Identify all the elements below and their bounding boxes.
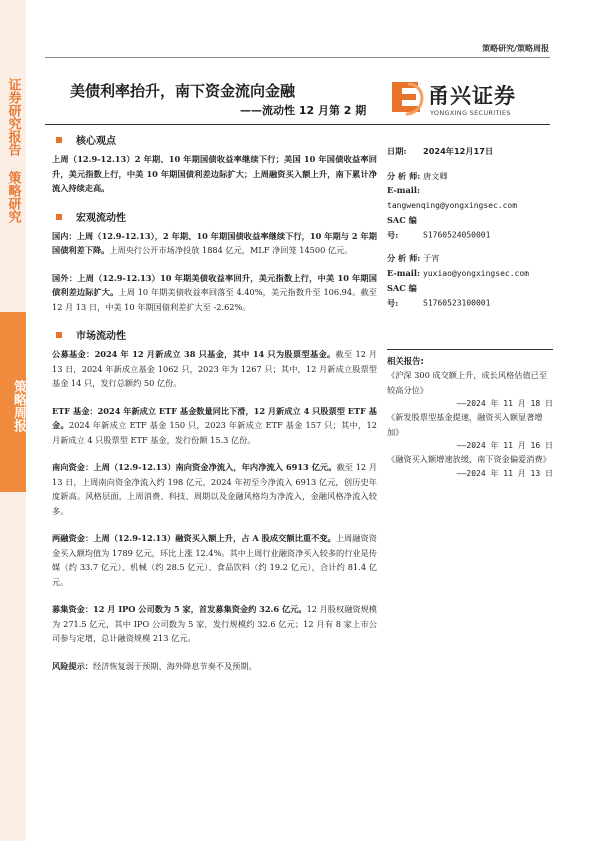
margin-detail: 上周融资资金买入额均值为 1789 亿元，环比上涨 12.4%。其中上周行业融资净买入较多的行业是传媒（约 33.7 亿元）、机械（约 28.5 亿元）、食品饮料（约 19.2 亿元），合计约 81.4 亿元。 [52, 533, 377, 587]
date-label: 日期: [387, 146, 407, 156]
section-macro [52, 209, 377, 229]
analyst2-row [387, 251, 553, 266]
etf-paragraph [52, 404, 377, 448]
fund-summary: 公募基金：2024 年 12 月新成立 38 只基金，其中 14 只为股票型基金。 [52, 349, 336, 359]
related-item-title[interactable]: 《沪深 300 成交额上升，成长风格估值已至较高分位》 [387, 370, 548, 395]
southbound-paragraph [52, 460, 377, 518]
related-reports [387, 349, 553, 480]
sidebar-band-label: 策略周报 [11, 380, 26, 432]
related-item-title[interactable]: 《融资买入额增速放缓，南下资金偏爱消费》 [387, 454, 551, 464]
header-divider [45, 57, 550, 58]
analyst2-sac: S1760523100001 [423, 298, 491, 308]
section-core [52, 132, 377, 152]
analyst1-sac: S1760524050001 [423, 230, 491, 240]
report-title: 美债利率抬升，南下资金流向金融 [70, 82, 296, 100]
domestic-detail: 上周央行公开市场净投放 1884 亿元，MLF 净回笼 14500 亿元。 [109, 245, 353, 255]
foreign-detail: 上周 10 年期美债收益率回落至 4.40%，美元指数升至 106.94。截至 12 月 13 日，中美 10 年期国债利差扩大至 -2.62%。 [52, 287, 377, 312]
company-logo [388, 78, 558, 124]
logo-english-name: YONGXING SECURITIES [430, 109, 511, 117]
analyst-label: 分 析 师: [387, 170, 421, 181]
related-item-date: ——2024 年 11 月 16 日 [456, 441, 553, 450]
fund-paragraph [52, 347, 377, 391]
analyst1-name: 唐文卿 [423, 170, 448, 181]
etf-summary: ETF 基金：2024 年新成立 ETF 基金数量同比下滑，12 月新成立 4 只股票型 ETF 基金。 [52, 405, 377, 430]
logo-name: 甬兴证券 [428, 84, 516, 108]
raise-detail: 12 月股权融资规模为 271.5 亿元，其中 IPO 公司数为 5 家，发行规模约 32.6 亿元；12 月有 8 家上市公司参与定增，总计融资规模 213 亿元。 [52, 604, 377, 643]
email-label: E-mail: [387, 267, 421, 278]
square-bullet-icon [56, 332, 62, 338]
analyst1-row [387, 169, 553, 184]
analyst2-email[interactable]: yuxiao@yongxingsec.com [423, 268, 529, 278]
fund-detail: 截至 12 月 13 日，2024 年新成立基金 1062 只，2023 年为 1267 只；其中，12 月新成立股票型基金 14 只，发行总额约 50 亿份。 [52, 349, 377, 388]
analyst1-sac-row [387, 213, 553, 243]
domestic-summary: 国内：上周（12.9-12.13），2 年期、10 年期国债收益率继续下行，10 年期与 2 年期国债利差下降。 [52, 230, 377, 255]
analyst-info [387, 144, 553, 311]
title-divider [45, 124, 550, 125]
core-text: 上周（12.9-12.13）2 年期、10 年期国债收益率继续下行；美国 10 年国债收益率回升，美元指数上行，中美 10 年期国债利差边际扩大；上周融资买入额上升，南下累计净流入持续走高。 [52, 154, 377, 193]
analyst2-email-row [387, 266, 553, 282]
related-item-date: ——2024 年 11 月 13 日 [456, 468, 553, 478]
core-paragraph [52, 152, 377, 196]
analyst1-email-row [387, 183, 553, 213]
risk-detail: 经济恢复弱于预期、海外降息节奏不及预期。 [92, 660, 257, 671]
main-content [52, 132, 377, 673]
raise-paragraph [52, 602, 377, 646]
margin-summary: 两融资金：上周（12.9-12.13）融资买入额上升，占 A 股成交额比重不变。 [52, 533, 336, 543]
macro-domestic-paragraph [52, 229, 377, 258]
related-item-title[interactable]: 《新发股票型基金提速，融资买入额显著增加》 [387, 412, 543, 437]
sac-label: SAC 编号: [387, 215, 417, 240]
southbound-detail: 截至 12 月 13 日，上周南向资金净流入约 198 亿元，2024 年初至今净流入 6913 亿元，创历史年度新高。风格层面，上周消费、科技、周期以及金融风格均为净流入，金融风格净流入较多。 [52, 462, 378, 516]
risk-label: 风险提示： [52, 660, 93, 671]
square-bullet-icon [56, 214, 62, 220]
analyst-label: 分 析 师: [387, 253, 421, 263]
date-value: 2024年12月17日 [423, 146, 494, 156]
related-head: 相关报告: [387, 356, 424, 366]
analyst1-email[interactable]: tangwenqing@yongxingsec.com [387, 200, 518, 210]
section-macro-title: 宏观流动性 [76, 212, 126, 224]
risk-paragraph [52, 659, 377, 674]
etf-detail: 2024 年新成立 ETF 基金 150 只，2023 年新成立 ETF 基金 157 只；其中，12 月新成立 4 只股票型 ETF 基金，发行份额 15.3 亿份。 [52, 420, 377, 445]
section-core-title: 核心观点 [76, 136, 116, 147]
analyst2-name: 于宵 [423, 253, 440, 263]
margin-paragraph [52, 531, 377, 589]
raise-summary: 募集资金：12 月 IPO 公司数为 5 家，首发募集资金约 32.6 亿元。 [52, 604, 307, 614]
analyst2-sac-row [387, 281, 553, 311]
section-market [52, 327, 377, 347]
related-item-date: ——2024 年 11 月 18 日 [456, 399, 553, 408]
header-tag: 策略研究/策略周报 [482, 44, 549, 53]
logo-mark-icon [388, 78, 424, 118]
square-bullet-icon [56, 137, 62, 143]
southbound-summary: 南向资金：上周（12.9-12.13）南向资金净流入，年内净流入 6913 亿元。 [52, 462, 337, 472]
sac-label: SAC 编号: [387, 283, 417, 308]
section-market-title: 市场流动性 [76, 331, 126, 342]
sidebar-report-type: 证券研究报告 策略研究 [5, 78, 21, 223]
macro-foreign-paragraph [52, 271, 377, 315]
foreign-summary: 国外：上周（12.9-12.13）10 年期美债收益率回升，美元指数上行，中美 10 年期国债利差边际扩大。 [52, 272, 377, 297]
email-label: E-mail: [387, 185, 421, 195]
report-subtitle: ——流动性 12 月第 2 期 [240, 104, 367, 117]
date-row [387, 144, 553, 159]
related-divider [387, 349, 553, 350]
